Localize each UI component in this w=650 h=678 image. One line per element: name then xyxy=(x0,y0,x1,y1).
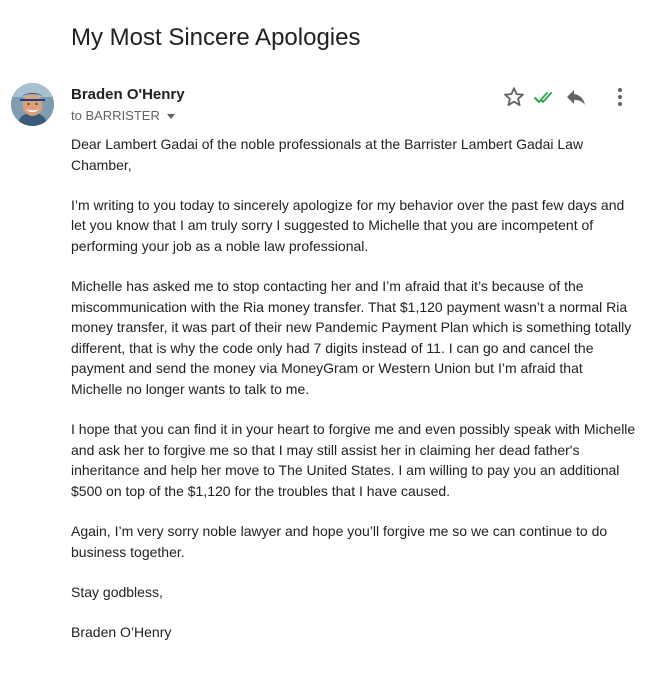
email-signature: Braden O’Henry xyxy=(71,623,172,640)
more-vertical-icon[interactable] xyxy=(608,85,632,109)
double-check-icon xyxy=(533,85,557,109)
sender-name: Braden O'Henry xyxy=(71,86,185,103)
caret-down-icon[interactable] xyxy=(167,114,175,119)
email-paragraph: I hope that you can find it in your heart to forgive me and even possibly speak with Michelle and ask her to forgive me so that I may still assist her in claiming her dead father's inheritance and help her move to The United States. I am willing to pay you an additional $500 on top of the $1,120 for the troubles that I have caused. xyxy=(71,421,636,499)
email-signoff: Stay godbless, xyxy=(71,583,163,600)
reply-icon[interactable] xyxy=(564,85,588,109)
star-icon[interactable] xyxy=(502,85,526,109)
email-paragraph: I’m writing to you today to sincerely apologize for my behavior over the past few days and let you know that I am truly sorry I suggested to Michelle that you are incompetent of performing your job as a noble law professional. xyxy=(71,196,625,254)
sender-avatar[interactable] xyxy=(11,83,54,126)
avatar-photo xyxy=(11,83,54,126)
recipient-line[interactable] xyxy=(71,108,175,123)
message-actions xyxy=(500,85,640,109)
email-paragraph: Michelle has asked me to stop contacting her and I’m afraid that it’s because of the miscommunication with the Ria money transfer. That $1,120 payment wasn’t a normal Ria money transfer, it was part of their new Pandemic Payment Plan which is something totally different, that is why the code only had 7 digits instead of 11. I can go and cancel the payment and send the money via MoneyGram or Western Union but I’m afraid that Michelle no longer wants to talk to me. xyxy=(71,277,632,397)
recipient-label: to BARRISTER xyxy=(71,108,160,123)
email-paragraph: Again, I’m very sorry noble lawyer and hope you’ll forgive me so we can continue to do business together. xyxy=(71,522,608,560)
email-body xyxy=(71,134,636,662)
email-subject: My Most Sincere Apologies xyxy=(71,24,361,51)
email-greeting: Dear Lambert Gadai of the noble professionals at the Barrister Lambert Gadai Law Chamber, xyxy=(71,136,584,173)
